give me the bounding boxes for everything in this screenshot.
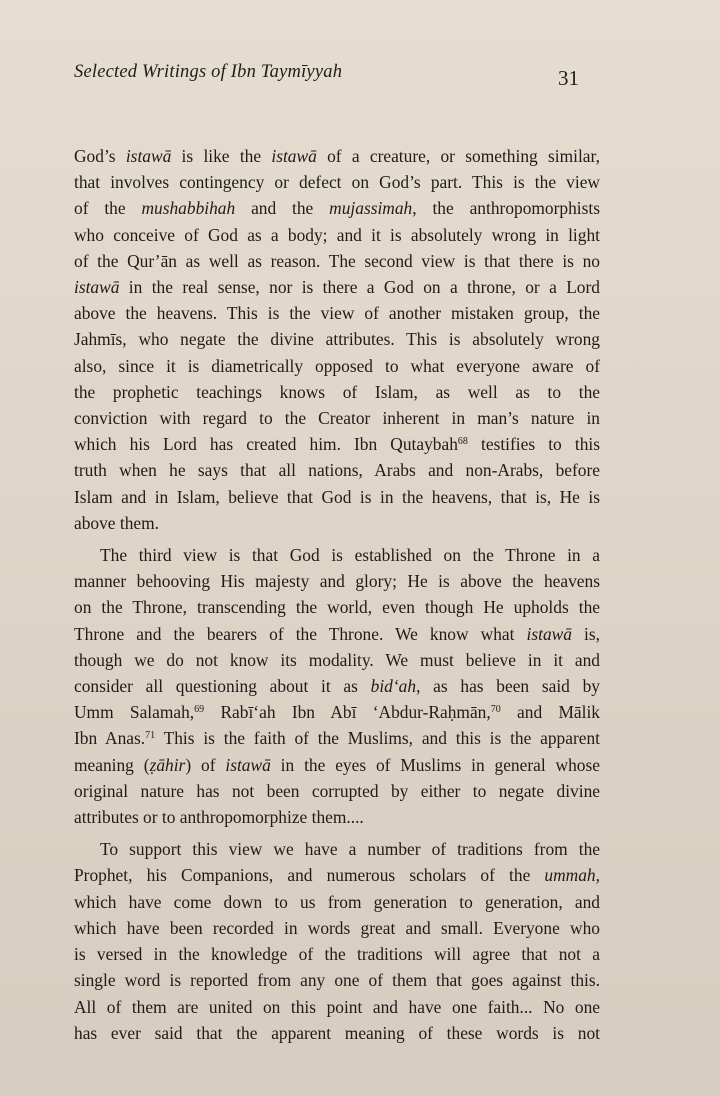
text-line: All of them are united on this point and have one faith... No one <box>74 996 600 1017</box>
text-line: truth when he says that all nations, Arabs and non-Arabs, before <box>74 460 600 481</box>
paragraph <box>74 143 600 536</box>
body-text <box>74 143 600 1046</box>
paragraph <box>74 542 600 830</box>
text-line: Umm Salamah,$^{69}$ Rabī‘ah Ibn Abī ‘Abdur-Raḥmān,$^{70}$ and Mālik <box>74 702 600 723</box>
text-line: Throne and the bearers of the Throne. We know what istawā is, <box>74 623 600 644</box>
text-line: which have been recorded in words great and small. Everyone who <box>74 917 600 938</box>
text-line: The third view is that God is established on the Throne in a <box>100 545 600 566</box>
text-line: Ibn Anas.$^{71}$ This is the faith of the Muslims, and this is the apparent <box>74 728 600 749</box>
text-line: consider all questioning about it as bid‘ah, as has been said by <box>74 676 600 697</box>
text-line: of the Qur’ān as well as reason. The second view is that there is no <box>74 250 600 271</box>
text-line: istawā in the real sense, nor is there a God on a throne, or a Lord <box>74 277 600 298</box>
text-line: on the Throne, transcending the world, even though He upholds the <box>74 597 600 618</box>
text-line: that involves contingency or defect on God’s part. This is the view <box>74 172 600 193</box>
text-line: which his Lord has created him. Ibn Qutaybah$^{68}$ testifies to this <box>74 434 600 455</box>
text-line: also, since it is diametrically opposed to what everyone aware of <box>74 355 600 376</box>
text-line: is versed in the knowledge of the traditions will agree that not a <box>74 944 600 965</box>
text-line: manner behooving His majesty and glory; He is above the heavens <box>74 571 600 592</box>
text-line: single word is reported from any one of them that goes against this. <box>74 970 600 991</box>
text-line: above the heavens. This is the view of another mistaken group, the <box>74 303 600 324</box>
text-line: God’s istawā is like the istawā of a creature, or something similar, <box>74 146 600 166</box>
text-line: Prophet, his Companions, and numerous scholars of the ummah, <box>74 865 600 886</box>
text-line: has ever said that the apparent meaning of these words is not <box>74 1022 600 1043</box>
text-line: meaning (ẓāhir) of istawā in the eyes of Muslims in general whose <box>74 754 600 775</box>
text-line: original nature has not been corrupted by either to negate divine <box>74 780 600 801</box>
text-line: though we do not know its modality. We must believe in it and <box>74 649 600 670</box>
text-line: of the mushabbihah and the mujassimah, the anthropomorphists <box>74 198 601 219</box>
text-line: which have come down to us from generation to generation, and <box>74 891 600 912</box>
page-number: 31 <box>558 66 579 90</box>
text-line: above them. <box>74 512 159 533</box>
text-line: attributes or to anthropomorphize them.... <box>74 807 364 828</box>
text-line: the prophetic teachings knows of Islam, as well as to the <box>74 381 600 402</box>
text-line: Islam and in Islam, believe that God is in the heavens, that is, He is <box>74 486 600 507</box>
text-line: Jahmīs, who negate the divine attributes. This is absolutely wrong <box>74 329 600 350</box>
text-line: who conceive of God as a body; and it is absolutely wrong in light <box>74 224 600 245</box>
running-head: Selected Writings of Ibn Taymīyyah <box>74 62 343 82</box>
paragraph <box>74 836 600 1046</box>
text-line: To support this view we have a number of traditions from the <box>100 839 600 860</box>
text-line: conviction with regard to the Creator inherent in man’s nature in <box>74 408 600 429</box>
